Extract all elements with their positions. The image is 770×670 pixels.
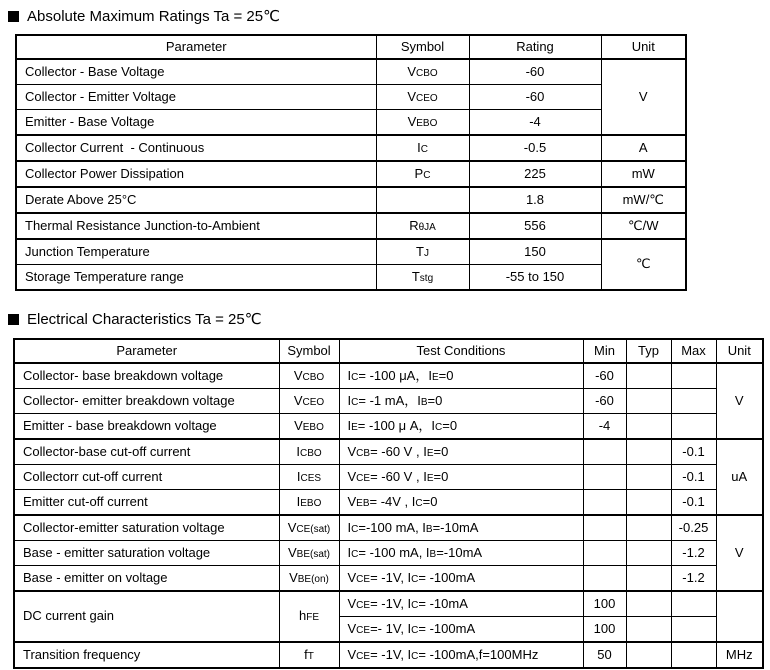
table-cell: VCEO (376, 85, 469, 110)
table-cell (626, 541, 671, 566)
table-row (16, 135, 686, 161)
table-cell: VEBO (279, 414, 339, 440)
absolute-maximum-ratings-table (15, 34, 687, 291)
column-header: Unit (601, 35, 686, 59)
table-cell (671, 414, 716, 440)
table-row (14, 541, 763, 566)
table-cell: Tstg (376, 265, 469, 291)
table-cell: -0.1 (671, 439, 716, 465)
table-row (16, 187, 686, 213)
section-bullet-icon (8, 314, 19, 325)
subscript-text: EB (356, 497, 370, 509)
table-cell (671, 617, 716, 643)
table-cell: Collectorr cut-off current (14, 465, 279, 490)
table-cell: Collector Power Dissipation (16, 161, 376, 187)
table-cell: Emitter cut-off current (14, 490, 279, 516)
table-cell: VCE= -1V, IC= -100mA (339, 566, 583, 592)
section-bullet-icon (8, 11, 19, 22)
absolute-maximum-ratings-section (0, 7, 770, 291)
table-cell (626, 566, 671, 592)
subscript-text: C (351, 371, 359, 383)
table-cell: IC=-100 mA, IB=-10mA (339, 515, 583, 541)
table-cell: IC= -100 μA，IE=0 (339, 363, 583, 389)
column-header: Min (583, 339, 626, 363)
table-cell (583, 465, 626, 490)
section-title (8, 7, 770, 25)
subscript-text: E (426, 447, 434, 459)
table-cell: VEB= -4V , IC=0 (339, 490, 583, 516)
table-cell: mW (601, 161, 686, 187)
subscript-text: C (411, 650, 419, 662)
table-cell: -0.5 (469, 135, 601, 161)
table-row (16, 213, 686, 239)
table-row (14, 439, 763, 465)
table-row (16, 161, 686, 187)
table-cell: Thermal Resistance Junction-to-Ambient (16, 213, 376, 239)
table-cell (626, 465, 671, 490)
table-cell: IE= -100 μ A，IC=0 (339, 414, 583, 440)
subscript-text: CE (356, 573, 371, 585)
table-cell: ℃ (601, 239, 686, 290)
table-cell (583, 439, 626, 465)
subscript-text: C (423, 169, 431, 181)
table-row (14, 566, 763, 592)
table-cell: Junction Temperature (16, 239, 376, 265)
table-row (16, 59, 686, 85)
table-cell (626, 490, 671, 516)
table-cell: 150 (469, 239, 601, 265)
table-cell: mW/℃ (601, 187, 686, 213)
column-header: Unit (716, 339, 763, 363)
table-cell: -60 (583, 389, 626, 414)
subscript-text: B (425, 523, 433, 535)
subscript-text: E (431, 371, 439, 383)
subscript-text: CE(sat) (296, 523, 331, 535)
table-cell: -4 (469, 110, 601, 136)
table-cell: VCBO (376, 59, 469, 85)
subscript-text: C (411, 599, 419, 611)
subscript-text: θJA (418, 221, 436, 233)
table-cell: VBE(sat) (279, 541, 339, 566)
table-cell: A (601, 135, 686, 161)
table-cell: MHz (716, 642, 763, 668)
table-cell: VCEO (279, 389, 339, 414)
subscript-text: CBO (299, 447, 322, 459)
table-cell (376, 187, 469, 213)
table-cell (626, 617, 671, 643)
table-cell: IEBO (279, 490, 339, 516)
table-header-row (16, 35, 686, 59)
subscript-text: CE (356, 650, 371, 662)
subscript-text: B (429, 548, 437, 560)
subscript-text: EBO (300, 497, 322, 509)
table-cell: IC (376, 135, 469, 161)
table-row (16, 265, 686, 291)
table-cell: -1.2 (671, 566, 716, 592)
subscript-text: B (420, 396, 428, 408)
table-cell: V (601, 59, 686, 135)
table-cell: -0.1 (671, 490, 716, 516)
subscript-text: CEO (302, 396, 325, 408)
table-cell: Derate Above 25°C (16, 187, 376, 213)
table-cell: Base - emitter on voltage (14, 566, 279, 592)
subscript-text: C (351, 523, 359, 535)
table-cell: -4 (583, 414, 626, 440)
table-cell: VCE= -60 V , IE=0 (339, 465, 583, 490)
table-row (16, 110, 686, 136)
table-row (14, 465, 763, 490)
table-row (16, 239, 686, 265)
subscript-text: C (411, 624, 419, 636)
column-header: Rating (469, 35, 601, 59)
subscript-text: FE (306, 612, 319, 624)
table-cell (626, 439, 671, 465)
table-row (14, 363, 763, 389)
table-cell (626, 642, 671, 668)
subscript-text: C (411, 573, 419, 585)
subscript-text: E (351, 421, 358, 433)
table-header-row (14, 339, 763, 363)
table-row (14, 490, 763, 516)
table-cell: VCBO (279, 363, 339, 389)
table-cell (583, 515, 626, 541)
column-header: Test Conditions (339, 339, 583, 363)
table-cell: V (716, 515, 763, 591)
table-cell (626, 414, 671, 440)
table-cell: uA (716, 439, 763, 515)
table-cell (583, 566, 626, 592)
table-cell: RθJA (376, 213, 469, 239)
table-cell: 1.8 (469, 187, 601, 213)
subscript-text: CBO (416, 67, 438, 79)
table-cell: Collector-emitter saturation voltage (14, 515, 279, 541)
table-cell: Collector Current - Continuous (16, 135, 376, 161)
table-row (16, 85, 686, 110)
table-cell: VCB= -60 V , IE=0 (339, 439, 583, 465)
table-cell: TJ (376, 239, 469, 265)
table-cell: -1.2 (671, 541, 716, 566)
table-cell: 100 (583, 591, 626, 617)
section-title (8, 310, 770, 328)
table-cell: 556 (469, 213, 601, 239)
table-cell: VCE= -1V, IC= -100mA,f=100MHz (339, 642, 583, 668)
table-cell: VCE= -1V, IC= -10mA (339, 591, 583, 617)
table-cell: hFE (279, 591, 339, 642)
table-row (14, 642, 763, 668)
column-header: Max (671, 339, 716, 363)
column-header: Parameter (14, 339, 279, 363)
table-cell (626, 515, 671, 541)
table-cell: Collector - Emitter Voltage (16, 85, 376, 110)
table-cell (626, 363, 671, 389)
subscript-text: C (420, 143, 428, 155)
table-cell (671, 591, 716, 617)
subscript-text: T (307, 650, 314, 662)
table-cell: -0.1 (671, 465, 716, 490)
subscript-text: C (415, 497, 423, 509)
subscript-text: CE (356, 472, 371, 484)
subscript-text: C (435, 421, 443, 433)
table-cell: DC current gain (14, 591, 279, 642)
table-cell: fT (279, 642, 339, 668)
table-cell: IC= -1 mA，IB=0 (339, 389, 583, 414)
subscript-text: CB (356, 447, 371, 459)
table-cell (671, 642, 716, 668)
table-cell (626, 591, 671, 617)
column-header: Symbol (376, 35, 469, 59)
subscript-text: CE (356, 624, 371, 636)
subscript-text: EBO (302, 421, 324, 433)
table-cell: VEBO (376, 110, 469, 136)
subscript-text: EBO (416, 117, 438, 129)
table-cell (626, 389, 671, 414)
column-header: Typ (626, 339, 671, 363)
table-cell: Base - emitter saturation voltage (14, 541, 279, 566)
table-cell (583, 541, 626, 566)
electrical-characteristics-section (0, 310, 770, 669)
table-cell: 100 (583, 617, 626, 643)
subscript-text: CE (356, 599, 371, 611)
table-row (14, 591, 763, 617)
subscript-text: CEO (416, 92, 438, 104)
electrical-characteristics-table (13, 338, 764, 669)
table-cell: VCE=- 1V, IC= -100mA (339, 617, 583, 643)
section-title-text: Absolute Maximum Ratings Ta = 25℃ (27, 8, 280, 25)
table-cell: V (716, 363, 763, 439)
table-row (14, 414, 763, 440)
table-cell: VBE(on) (279, 566, 339, 592)
table-cell: Collector-base cut-off current (14, 439, 279, 465)
table-cell: ICBO (279, 439, 339, 465)
subscript-text: stg (419, 272, 434, 284)
table-cell (671, 389, 716, 414)
table-cell: ℃/W (601, 213, 686, 239)
table-cell: Storage Temperature range (16, 265, 376, 291)
table-cell (671, 363, 716, 389)
table-row (14, 389, 763, 414)
table-cell: -60 (469, 85, 601, 110)
column-header: Parameter (16, 35, 376, 59)
subscript-text: E (426, 472, 434, 484)
subscript-text: BE(sat) (296, 548, 330, 560)
subscript-text: C (351, 396, 359, 408)
table-row (14, 515, 763, 541)
table-cell: Collector - Base Voltage (16, 59, 376, 85)
table-cell: Collector- emitter breakdown voltage (14, 389, 279, 414)
table-cell (583, 490, 626, 516)
section-title-text: Electrical Characteristics Ta = 25℃ (27, 311, 262, 328)
subscript-text: J (423, 247, 429, 259)
column-header: Symbol (279, 339, 339, 363)
table-cell: -60 (469, 59, 601, 85)
table-cell: Collector- base breakdown voltage (14, 363, 279, 389)
table-cell: VCE(sat) (279, 515, 339, 541)
subscript-text: CBO (302, 371, 325, 383)
table-cell (716, 591, 763, 642)
table-cell: ICES (279, 465, 339, 490)
table-cell: Emitter - Base Voltage (16, 110, 376, 136)
table-cell: 50 (583, 642, 626, 668)
table-cell: PC (376, 161, 469, 187)
subscript-text: CES (300, 472, 322, 484)
table-cell: Transition frequency (14, 642, 279, 668)
table-cell: IC= -100 mA, IB=-10mA (339, 541, 583, 566)
table-cell: -55 to 150 (469, 265, 601, 291)
table-cell: Emitter - base breakdown voltage (14, 414, 279, 440)
subscript-text: C (351, 548, 359, 560)
table-cell: -0.25 (671, 515, 716, 541)
table-cell: -60 (583, 363, 626, 389)
subscript-text: BE(on) (297, 573, 329, 585)
table-cell: 225 (469, 161, 601, 187)
